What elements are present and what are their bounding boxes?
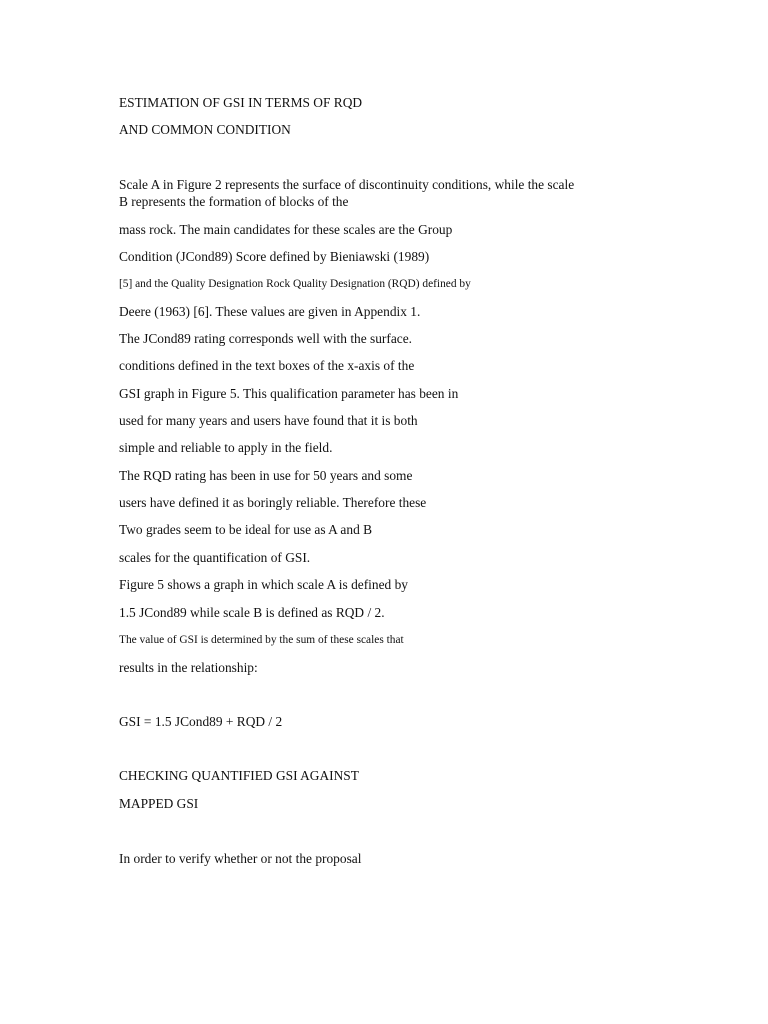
paragraph-line: The RQD rating has been in use for 50 years and some xyxy=(119,468,413,483)
paragraph-line: In order to verify whether or not the proposal xyxy=(119,851,362,866)
paragraph-line: Two grades seem to be ideal for use as A and B xyxy=(119,522,373,537)
paragraph-line: GSI graph in Figure 5. This qualification parameter has been in xyxy=(119,386,459,401)
paragraph-line: conditions defined in the text boxes of the x-axis of the xyxy=(119,358,415,373)
section-heading-line-1: CHECKING QUANTIFIED GSI AGAINST xyxy=(119,768,359,783)
paragraph-line: The value of GSI is determined by the sum of these scales that xyxy=(119,634,404,646)
section-heading-line-2: MAPPED GSI xyxy=(119,796,199,811)
paragraph-line: The JCond89 rating corresponds well with the surface. xyxy=(119,331,413,346)
paragraph-line: results in the relationship: xyxy=(119,660,258,675)
paragraph-line: Deere (1963) [6]. These values are given in Appendix 1. xyxy=(119,304,421,319)
section-heading-line-2: AND COMMON CONDITION xyxy=(119,122,291,137)
gsi-equation: GSI = 1.5 JCond89 + RQD / 2 xyxy=(119,714,283,729)
paragraph-line: scales for the quantification of GSI. xyxy=(119,550,311,565)
paragraph-line: Condition (JCond89) Score defined by Bieniawski (1989) xyxy=(119,249,430,264)
paragraph-line: mass rock. The main candidates for these scales are the Group xyxy=(119,222,453,237)
paragraph-line: users have defined it as boringly reliable. Therefore these xyxy=(119,495,427,510)
paragraph-line: Figure 5 shows a graph in which scale A is defined by xyxy=(119,577,408,592)
paragraph-line: [5] and the Quality Designation Rock Quality Designation (RQD) defined by xyxy=(119,278,471,290)
section-heading-line-1: ESTIMATION OF GSI IN TERMS OF RQD xyxy=(119,95,363,110)
paragraph-line: used for many years and users have found that it is both xyxy=(119,413,418,428)
paragraph-line: simple and reliable to apply in the field. xyxy=(119,440,333,455)
paragraph-line: 1.5 JCond89 while scale B is defined as RQD / 2. xyxy=(119,605,385,620)
paragraph-line: Scale A in Figure 2 represents the surface of discontinuity conditions, while the scale B represents the formation of blocks of the xyxy=(119,177,575,209)
